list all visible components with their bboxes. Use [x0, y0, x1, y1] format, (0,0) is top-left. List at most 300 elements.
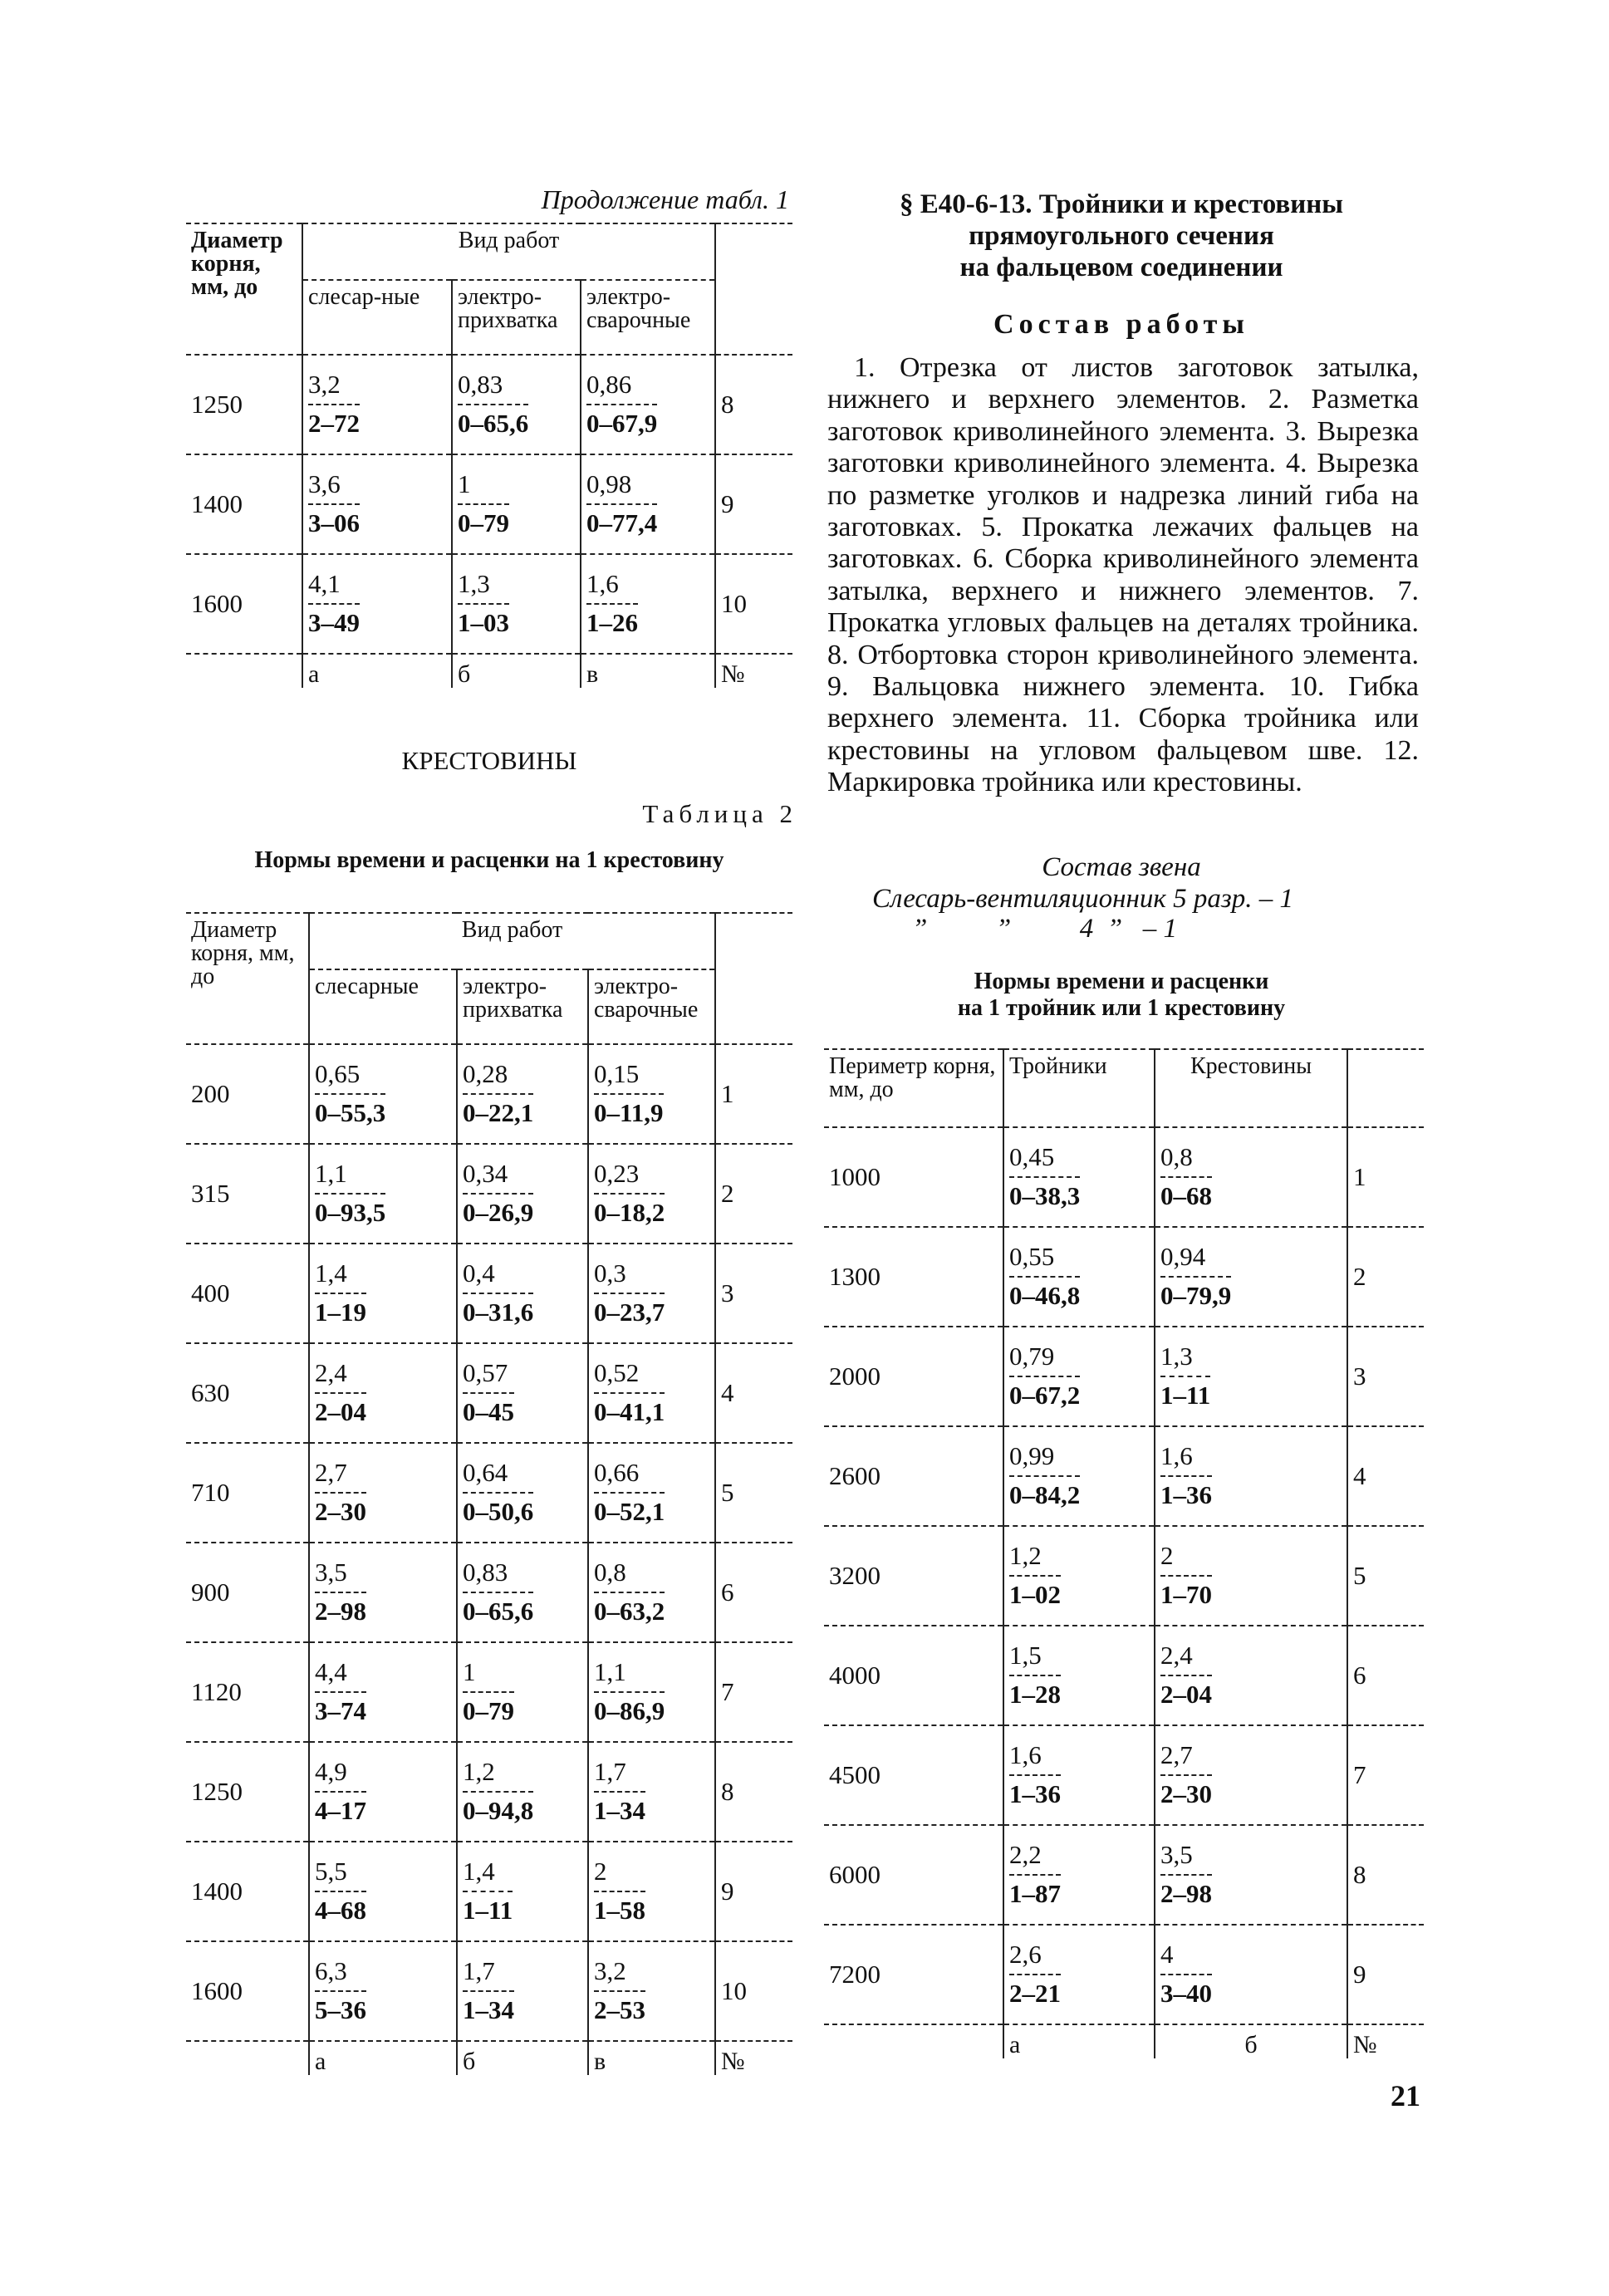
- row-number: 4: [1347, 1426, 1424, 1526]
- price-rate: 1–70: [1160, 1575, 1212, 1609]
- value-cell: [309, 1742, 457, 1842]
- value-cell: [1155, 1426, 1347, 1526]
- table-row: [186, 1842, 792, 1941]
- norm-fraction: [315, 1659, 366, 1724]
- row-number: 8: [715, 1742, 792, 1842]
- table-row: [824, 1825, 1424, 1925]
- time-norm: 4,9: [315, 1757, 347, 1787]
- value-cell: [1003, 1227, 1155, 1327]
- time-norm: 0,64: [463, 1458, 508, 1488]
- row-key-cell: 2600: [824, 1426, 1003, 1526]
- row-key-cell: 315: [186, 1144, 309, 1244]
- value-cell: [457, 1742, 588, 1842]
- table-row: [824, 1327, 1424, 1426]
- time-norm: 1,2: [1009, 1541, 1042, 1571]
- column-header-work-type: Вид работ: [309, 913, 715, 969]
- price-rate: 0–55,3: [315, 1093, 385, 1127]
- norm-fraction: [463, 1759, 533, 1824]
- column-header-welding: электро-сварочные: [588, 969, 715, 1044]
- price-rate: 5–36: [315, 1990, 366, 2024]
- time-norm: 4,1: [308, 569, 341, 599]
- value-cell: [309, 1642, 457, 1742]
- value-cell: [588, 1941, 715, 2041]
- footer-col-b: б: [452, 654, 581, 688]
- section-title: КРЕСТОВИНЫ: [401, 746, 577, 775]
- time-norm: 0,66: [594, 1458, 640, 1488]
- time-norm: 0,8: [1160, 1142, 1193, 1172]
- time-norm: 1,1: [315, 1159, 347, 1189]
- time-norm: 5,5: [315, 1857, 347, 1886]
- price-rate: 1–26: [586, 603, 638, 637]
- heading-line-3: на фальцевом соединении: [959, 252, 1283, 282]
- price-rate: 3–06: [308, 503, 360, 537]
- row-number: 8: [715, 355, 792, 454]
- price-rate: 3–74: [315, 1691, 366, 1725]
- price-rate: 3–40: [1160, 1974, 1212, 2008]
- price-rate: 2–98: [315, 1592, 366, 1626]
- row-number: 6: [1347, 1626, 1424, 1725]
- continuation-label: Продолжение табл. 1: [541, 184, 789, 214]
- time-norm: 0,57: [463, 1358, 508, 1388]
- footer-col-no: №: [715, 654, 792, 688]
- row-number: 9: [1347, 1925, 1424, 2024]
- footer-col-b: б: [1155, 2024, 1347, 2058]
- value-cell: [1155, 1227, 1347, 1327]
- norm-fraction: [1009, 1941, 1061, 2007]
- row-key-cell: 1300: [824, 1227, 1003, 1327]
- norm-fraction: [1160, 1244, 1231, 1309]
- table-row: [186, 1443, 792, 1543]
- footer-col-b: б: [457, 2041, 588, 2075]
- work-composition-text: 1. Отрезка от листов заготовок затылка, нижнего и верхнего элементов. 2. Разметка заготовок криволинейного элемента. 3. Вырезка заготовки криволинейного элемента. 4. Вырезка по разметке уголков и надрезка линий гиба на заготовках. 5. Прокатка лежачих фальцев на заготовках. 6. Сборка криволинейного элемента затылка, верхнего и нижнего элементов. 7. Прокатка угловых фальцев на деталях тройника. 8. Отбортовка сторон криволинейного элемента. 9. Вальцовка нижнего элемента. 10. Гибка верхнего элемента. 11. Сборка тройника или крестовины на угловом фальцевом шве. 12. Маркировка тройника или крестовины.: [827, 352, 1419, 798]
- price-rate: 0–18,2: [594, 1193, 665, 1227]
- footer-col-a: а: [302, 654, 452, 688]
- value-cell: [457, 1144, 588, 1244]
- price-rate: 0–67,2: [1009, 1376, 1080, 1410]
- price-rate: 0–65,6: [458, 404, 528, 438]
- time-norm: 1,4: [315, 1258, 347, 1288]
- time-norm: 2: [1160, 1541, 1174, 1571]
- price-rate: 0–84,2: [1009, 1475, 1080, 1509]
- time-norm: 0,23: [594, 1159, 640, 1189]
- price-rate: 0–31,6: [463, 1293, 533, 1327]
- time-norm: 3,5: [1160, 1840, 1193, 1870]
- table-row: [186, 1244, 792, 1343]
- price-rate: 0–79: [458, 503, 509, 537]
- time-norm: 0,28: [463, 1059, 508, 1089]
- crew-line-2: ” ” 4 ” – 1: [912, 914, 1178, 944]
- section-heading: [822, 189, 1420, 284]
- value-cell: [1003, 1626, 1155, 1725]
- norm-fraction: [1160, 1941, 1212, 2007]
- norm-fraction: [463, 1858, 513, 1924]
- norm-fraction: [594, 1958, 645, 2024]
- price-rate: 1–19: [315, 1293, 366, 1327]
- price-rate: 0–23,7: [594, 1293, 665, 1327]
- table-row: [186, 454, 792, 554]
- table-2-crosses: [186, 912, 792, 2075]
- time-norm: 2,4: [1160, 1641, 1193, 1670]
- price-rate: 0–86,9: [594, 1691, 665, 1725]
- norm-fraction: [594, 1559, 665, 1625]
- row-number: 6: [715, 1543, 792, 1642]
- norm-fraction: [586, 371, 657, 437]
- norm-fraction: [315, 1460, 366, 1525]
- table-row: [824, 1426, 1424, 1526]
- row-number: 5: [1347, 1526, 1424, 1626]
- norm-fraction: [458, 471, 509, 537]
- value-cell: [1003, 1725, 1155, 1825]
- price-rate: 2–04: [1160, 1675, 1212, 1709]
- value-cell: [309, 1044, 457, 1144]
- time-norm: 1: [458, 469, 471, 499]
- value-cell: [1003, 1127, 1155, 1227]
- time-norm: 2,7: [315, 1458, 347, 1488]
- time-norm: 1,6: [1009, 1740, 1042, 1770]
- norm-fraction: [594, 1160, 665, 1226]
- price-rate: 0–52,1: [594, 1492, 665, 1526]
- row-number: 2: [715, 1144, 792, 1244]
- value-cell: [309, 1144, 457, 1244]
- norm-fraction: [594, 1858, 645, 1924]
- time-norm: 3,6: [308, 469, 341, 499]
- value-cell: [1155, 1925, 1347, 2024]
- value-cell: [1155, 1327, 1347, 1426]
- time-norm: 1: [463, 1657, 476, 1687]
- norm-fraction: [586, 571, 638, 636]
- heading-line-1: § Е40-6-13. Тройники и крестовины: [899, 189, 1344, 219]
- norm-fraction: [1160, 1343, 1210, 1409]
- row-number: 7: [715, 1642, 792, 1742]
- footer-empty: [186, 654, 302, 688]
- time-norm: 1,4: [463, 1857, 495, 1886]
- value-cell: [457, 1343, 588, 1443]
- footer-col-v: в: [581, 654, 715, 688]
- page-number: 21: [1391, 2079, 1420, 2112]
- table-3-caption-line-2: на 1 тройник или 1 крестовину: [957, 995, 1286, 1022]
- price-rate: 1–58: [594, 1891, 645, 1925]
- price-rate: 0–45: [463, 1392, 514, 1426]
- value-cell: [1155, 1825, 1347, 1925]
- time-norm: 0,45: [1009, 1142, 1055, 1172]
- time-norm: 0,34: [463, 1159, 508, 1189]
- table-row: [186, 355, 792, 454]
- time-norm: 0,83: [463, 1558, 508, 1587]
- time-norm: 0,79: [1009, 1342, 1055, 1371]
- row-number: 9: [715, 1842, 792, 1941]
- time-norm: 4: [1160, 1940, 1174, 1970]
- column-header-perimeter: Периметр корня, мм, до: [824, 1049, 1003, 1127]
- price-rate: 0–93,5: [315, 1193, 385, 1227]
- price-rate: 0–11,9: [594, 1093, 664, 1127]
- column-header-diameter: Диаметр корня, мм, до: [186, 913, 309, 1044]
- table-row: [186, 1343, 792, 1443]
- price-rate: 2–53: [594, 1990, 645, 2024]
- norm-fraction: [463, 1260, 533, 1326]
- table-row: [824, 1227, 1424, 1327]
- table-row: [824, 1925, 1424, 2024]
- norm-fraction: [1160, 1543, 1212, 1608]
- row-number: 2: [1347, 1227, 1424, 1327]
- norm-fraction: [458, 371, 528, 437]
- time-norm: 1,6: [586, 569, 619, 599]
- time-norm: 0,8: [594, 1558, 626, 1587]
- row-key-cell: 7200: [824, 1925, 1003, 2024]
- column-header-tees: Тройники: [1003, 1049, 1155, 1127]
- row-key-cell: 4500: [824, 1725, 1003, 1825]
- table-row: [824, 1626, 1424, 1725]
- value-cell: [1155, 1626, 1347, 1725]
- norm-fraction: [1160, 1443, 1212, 1509]
- value-cell: [588, 1044, 715, 1144]
- time-norm: 1,2: [463, 1757, 495, 1787]
- norm-fraction: [463, 1360, 514, 1425]
- norm-fraction: [308, 371, 360, 437]
- norm-fraction: [1009, 1543, 1061, 1608]
- norm-fraction: [1160, 1144, 1212, 1209]
- row-key-cell: 900: [186, 1543, 309, 1642]
- price-rate: 1–87: [1009, 1874, 1061, 1908]
- time-norm: 3,2: [308, 370, 341, 400]
- norm-fraction: [315, 1759, 366, 1824]
- row-key-cell: 6000: [824, 1825, 1003, 1925]
- row-key-cell: 1250: [186, 355, 302, 454]
- table-row: [824, 1127, 1424, 1227]
- value-cell: [1003, 1825, 1155, 1925]
- time-norm: 3,2: [594, 1956, 626, 1986]
- norm-fraction: [315, 1160, 385, 1226]
- norm-fraction: [463, 1659, 514, 1724]
- crew-line-1: Слесарь-вентиляционник 5 разр. – 1: [872, 884, 1293, 914]
- column-header-crosses: Крестовины: [1155, 1049, 1347, 1127]
- time-norm: 1,3: [458, 569, 490, 599]
- table-row: [824, 1725, 1424, 1825]
- row-number: 3: [1347, 1327, 1424, 1426]
- norm-fraction: [594, 1061, 664, 1126]
- value-cell: [309, 1244, 457, 1343]
- norm-fraction: [315, 1858, 366, 1924]
- table-2-caption: Нормы времени и расценки на 1 крестовину: [254, 847, 724, 873]
- time-norm: 2,4: [315, 1358, 347, 1388]
- footer-empty: [824, 2024, 1003, 2058]
- value-cell: [1155, 1526, 1347, 1626]
- price-rate: 1–02: [1009, 1575, 1061, 1609]
- price-rate: 0–26,9: [463, 1193, 533, 1227]
- norm-fraction: [1009, 1742, 1061, 1808]
- value-cell: [588, 1742, 715, 1842]
- value-cell: [309, 1343, 457, 1443]
- value-cell: [309, 1543, 457, 1642]
- value-cell: [1155, 1127, 1347, 1227]
- value-cell: [452, 355, 581, 454]
- price-rate: 0–46,8: [1009, 1276, 1080, 1310]
- row-key-cell: 1600: [186, 1941, 309, 2041]
- norm-fraction: [1009, 1842, 1061, 1907]
- price-rate: 2–04: [315, 1392, 366, 1426]
- price-rate: 0–68: [1160, 1176, 1212, 1210]
- value-cell: [452, 454, 581, 554]
- price-rate: 0–79,9: [1160, 1276, 1231, 1310]
- norm-fraction: [594, 1659, 665, 1724]
- row-key-cell: 1400: [186, 1842, 309, 1941]
- norm-fraction: [308, 471, 360, 537]
- table-row: [824, 1526, 1424, 1626]
- price-rate: 0–38,3: [1009, 1176, 1080, 1210]
- norm-fraction: [463, 1160, 533, 1226]
- time-norm: 4,4: [315, 1657, 347, 1687]
- table-3-tees-and-crosses: [824, 1048, 1424, 2058]
- row-number: 10: [715, 554, 792, 654]
- row-key-cell: 1000: [824, 1127, 1003, 1227]
- table-2-label: Таблица 2: [642, 799, 797, 828]
- norm-fraction: [1160, 1742, 1212, 1808]
- value-cell: [302, 355, 452, 454]
- price-rate: 2–30: [1160, 1774, 1212, 1808]
- price-rate: 0–77,4: [586, 503, 657, 537]
- row-key-cell: 2000: [824, 1327, 1003, 1426]
- price-rate: 0–50,6: [463, 1492, 533, 1526]
- time-norm: 0,3: [594, 1258, 626, 1288]
- footer-empty: [186, 2041, 309, 2075]
- price-rate: 4–17: [315, 1791, 366, 1825]
- row-key-cell: 400: [186, 1244, 309, 1343]
- norm-fraction: [1009, 1144, 1080, 1209]
- table-1-continuation: [186, 223, 792, 688]
- table-row: [186, 1144, 792, 1244]
- column-header-tack-weld: электро-прихватка: [457, 969, 588, 1044]
- value-cell: [581, 554, 715, 654]
- price-rate: 3–49: [308, 603, 360, 637]
- row-number: 10: [715, 1941, 792, 2041]
- price-rate: 2–72: [308, 404, 360, 438]
- norm-fraction: [586, 471, 657, 537]
- time-norm: 0,65: [315, 1059, 361, 1089]
- time-norm: 0,83: [458, 370, 503, 400]
- value-cell: [309, 1941, 457, 2041]
- price-rate: 1–03: [458, 603, 509, 637]
- value-cell: [588, 1642, 715, 1742]
- row-number: 3: [715, 1244, 792, 1343]
- footer-col-v: в: [588, 2041, 715, 2075]
- price-rate: 0–41,1: [594, 1392, 665, 1426]
- norm-fraction: [315, 1958, 366, 2024]
- row-number: 4: [715, 1343, 792, 1443]
- time-norm: 0,15: [594, 1059, 640, 1089]
- norm-fraction: [594, 1260, 665, 1326]
- norm-fraction: [308, 571, 360, 636]
- time-norm: 2,2: [1009, 1840, 1042, 1870]
- norm-fraction: [1009, 1343, 1080, 1409]
- column-header-number: [715, 913, 792, 1044]
- price-rate: 1–36: [1009, 1774, 1061, 1808]
- table-row: [186, 1044, 792, 1144]
- column-header-locksmith: слесарные: [309, 969, 457, 1044]
- work-composition-title: Состав работы: [993, 309, 1249, 340]
- table-row: [186, 1742, 792, 1842]
- norm-fraction: [463, 1061, 533, 1126]
- time-norm: 1,5: [1009, 1641, 1042, 1670]
- value-cell: [1003, 1526, 1155, 1626]
- price-rate: 2–21: [1009, 1974, 1061, 2008]
- row-number: 5: [715, 1443, 792, 1543]
- value-cell: [457, 1941, 588, 2041]
- footer-col-a: а: [1003, 2024, 1155, 2058]
- price-rate: 1–28: [1009, 1675, 1061, 1709]
- time-norm: 0,98: [586, 469, 632, 499]
- heading-line-2: прямоугольного сечения: [969, 220, 1274, 251]
- value-cell: [457, 1842, 588, 1941]
- price-rate: 0–94,8: [463, 1791, 533, 1825]
- price-rate: 4–68: [315, 1891, 366, 1925]
- norm-fraction: [463, 1460, 533, 1525]
- row-key-cell: 1120: [186, 1642, 309, 1742]
- price-rate: 2–30: [315, 1492, 366, 1526]
- norm-fraction: [315, 1061, 385, 1126]
- time-norm: 1,3: [1160, 1342, 1193, 1371]
- column-header-number: [1347, 1049, 1424, 1127]
- row-key-cell: 1250: [186, 1742, 309, 1842]
- norm-fraction: [315, 1360, 366, 1425]
- time-norm: 1,7: [463, 1956, 495, 1986]
- row-key-cell: 1400: [186, 454, 302, 554]
- value-cell: [302, 554, 452, 654]
- time-norm: 6,3: [315, 1956, 347, 1986]
- value-cell: [457, 1443, 588, 1543]
- value-cell: [581, 454, 715, 554]
- price-rate: 0–63,2: [594, 1592, 665, 1626]
- price-rate: 1–11: [463, 1891, 513, 1925]
- norm-fraction: [594, 1759, 645, 1824]
- norm-fraction: [1160, 1842, 1212, 1907]
- column-header-diameter: Диаметр корня, мм, до: [186, 223, 302, 355]
- value-cell: [581, 355, 715, 454]
- row-key-cell: 200: [186, 1044, 309, 1144]
- footer-col-a: а: [309, 2041, 457, 2075]
- table-3-caption: [822, 969, 1420, 1022]
- time-norm: 0,86: [586, 370, 632, 400]
- time-norm: 0,94: [1160, 1242, 1206, 1272]
- price-rate: 2–98: [1160, 1874, 1212, 1908]
- time-norm: 0,55: [1009, 1242, 1055, 1272]
- row-number: 7: [1347, 1725, 1424, 1825]
- value-cell: [1003, 1426, 1155, 1526]
- value-cell: [457, 1244, 588, 1343]
- row-number: 9: [715, 454, 792, 554]
- time-norm: 2: [594, 1857, 607, 1886]
- value-cell: [588, 1244, 715, 1343]
- norm-fraction: [1009, 1244, 1080, 1309]
- value-cell: [588, 1343, 715, 1443]
- value-cell: [1003, 1925, 1155, 2024]
- row-key-cell: 1600: [186, 554, 302, 654]
- price-rate: 0–79: [463, 1691, 514, 1725]
- norm-fraction: [315, 1559, 366, 1625]
- row-key-cell: 710: [186, 1443, 309, 1543]
- norm-fraction: [594, 1360, 665, 1425]
- time-norm: 1,7: [594, 1757, 626, 1787]
- price-rate: 0–22,1: [463, 1093, 533, 1127]
- value-cell: [457, 1642, 588, 1742]
- time-norm: 1,6: [1160, 1441, 1193, 1471]
- norm-fraction: [315, 1260, 366, 1326]
- time-norm: 2,6: [1009, 1940, 1042, 1970]
- time-norm: 0,99: [1009, 1441, 1055, 1471]
- column-header-welding: электро-сварочные: [581, 280, 715, 355]
- price-rate: 1–34: [594, 1791, 645, 1825]
- norm-fraction: [463, 1958, 514, 2024]
- footer-col-no: №: [1347, 2024, 1424, 2058]
- time-norm: 0,4: [463, 1258, 495, 1288]
